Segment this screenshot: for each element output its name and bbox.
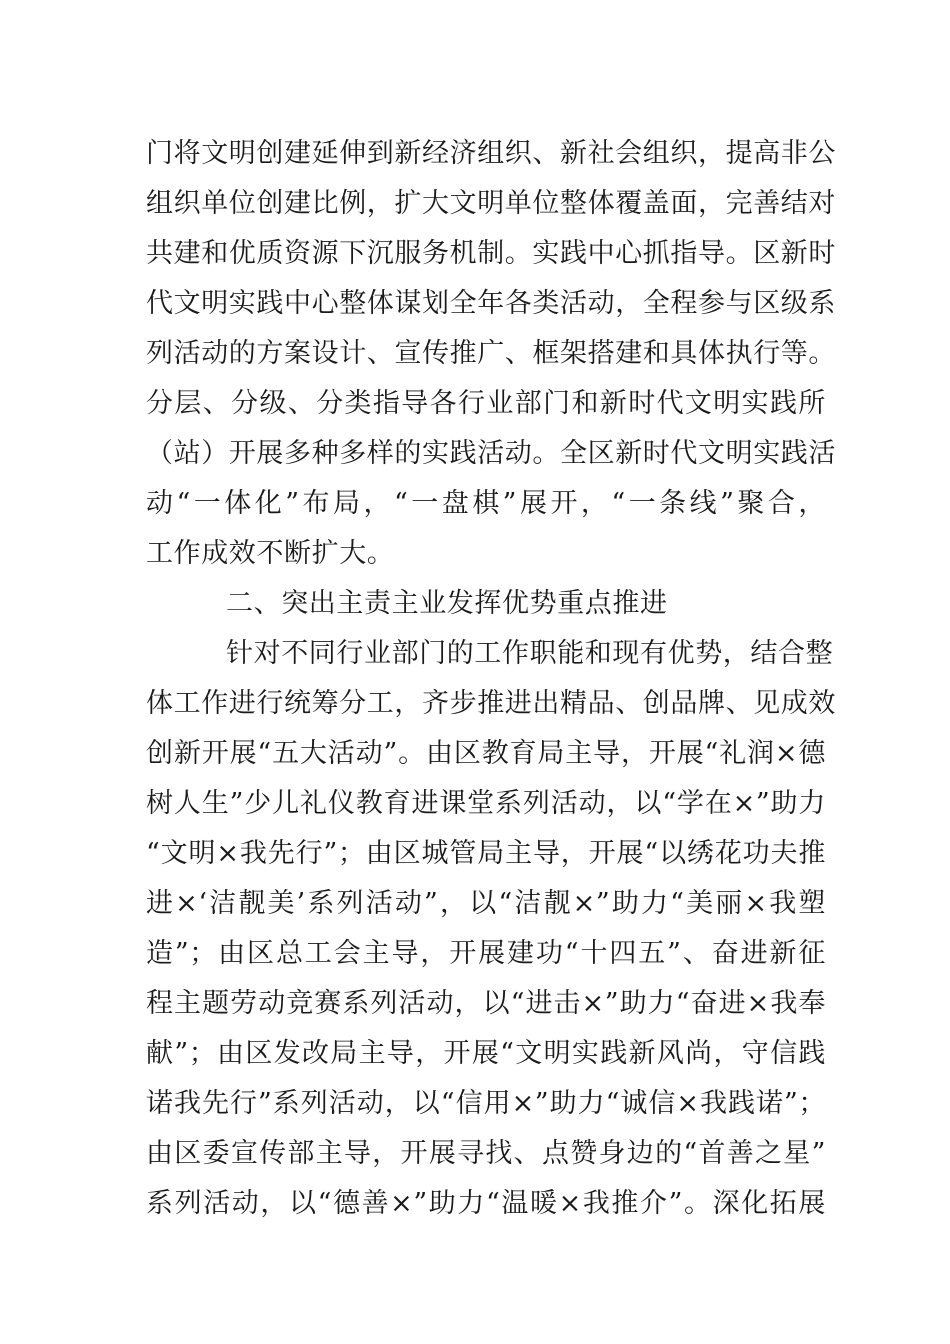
text-line-12: 体工作进行统筹分工，齐步推进出精品、创品牌、见成效 (146, 688, 836, 719)
text-line-13: 创新开展“五大活动”。由区教育局主导，开展“礼润×德 (146, 738, 826, 769)
text-line-9: 工作成效不断扩大。 (146, 538, 395, 569)
text-line-8: 动“一体化”布局，“一盘棋”展开，“一条线”聚合， (146, 488, 826, 519)
text-line-4: 代文明实践中心整体谋划全年各类活动，全程参与区级系 (146, 288, 836, 319)
text-line-20: 诺我先行”系列活动，以“信用×”助力“诚信×我践诺”； (146, 1088, 826, 1119)
text-line-15: “文明×我先行”；由区城管局主导，开展“以绣花功夫推 (146, 838, 826, 869)
text-line-16: 进×‘洁靓美’系列活动”，以“洁靓×”助力“美丽×我塑 (146, 888, 826, 919)
text-line-1: 门将文明创建延伸到新经济组织、新社会组织，提高非公 (146, 138, 836, 169)
text-line-19: 献”；由区发改局主导，开展“文明实践新风尚，守信践 (146, 1038, 826, 1069)
text-line-2: 组织单位创建比例，扩大文明单位整体覆盖面，完善结对 (146, 188, 836, 219)
section-heading: 二、突出主责主业发挥优势重点推进 (226, 588, 668, 619)
text-line-5: 列活动的方案设计、宣传推广、框架搭建和具体执行等。 (146, 338, 836, 369)
text-line-17: 造”；由区总工会主导，开展建功“十四五”、奋进新征 (146, 938, 826, 969)
text-line-11: 针对不同行业部门的工作职能和现有优势，结合整 (226, 638, 834, 669)
text-line-21: 由区委宣传部主导，开展寻找、点赞身边的“首善之星” (146, 1138, 826, 1169)
text-line-22: 系列活动，以“德善×”助力“温暖×我推介”。深化拓展 (146, 1188, 826, 1219)
text-line-18: 程主题劳动竞赛系列活动，以“进击×”助力“奋进×我奉 (146, 988, 826, 1019)
text-line-6: 分层、分级、分类指导各行业部门和新时代文明实践所 (146, 388, 826, 419)
text-line-14: 树人生”少儿礼仪教育进课堂系列活动，以“学在×”助力 (146, 788, 826, 819)
text-line-7: （站）开展多种多样的实践活动。全区新时代文明实践活 (146, 438, 836, 469)
text-line-3: 共建和优质资源下沉服务机制。实践中心抓指导。区新时 (146, 238, 836, 269)
